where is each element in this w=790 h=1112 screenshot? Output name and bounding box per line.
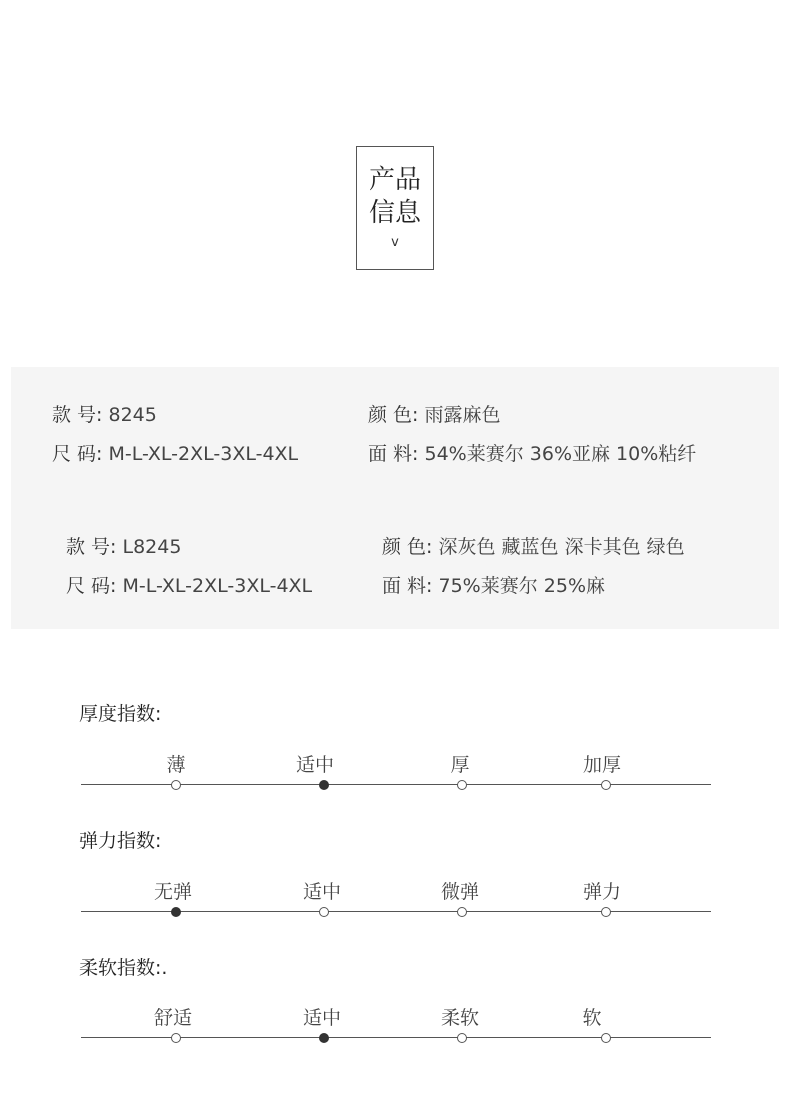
thickness-option-label: 适中 bbox=[295, 754, 334, 776]
elasticity-option-dot bbox=[171, 907, 181, 917]
softness-option-dot bbox=[457, 1033, 467, 1043]
thickness-option-dot bbox=[601, 780, 611, 790]
product-2-style bbox=[66, 535, 181, 559]
thickness-option-dot bbox=[457, 780, 467, 790]
color-value: 雨露麻色 bbox=[424, 404, 501, 426]
thickness-option-dot bbox=[319, 780, 329, 790]
thickness-option-label: 加厚 bbox=[582, 754, 621, 776]
style-value: L8245 bbox=[122, 536, 182, 558]
style-label: 款 号: bbox=[52, 404, 103, 426]
fabric-value: 75%莱赛尔 25%麻 bbox=[438, 575, 606, 597]
softness-option-label: 舒适 bbox=[153, 1007, 192, 1029]
style-label: 款 号: bbox=[66, 536, 117, 558]
chevron-down-icon: v bbox=[391, 235, 399, 250]
product-1-color bbox=[368, 403, 501, 427]
elasticity-option-dot bbox=[319, 907, 329, 917]
color-label: 颜 色: bbox=[368, 404, 419, 426]
softness-option-label: 软 bbox=[582, 1007, 602, 1029]
color-value: 深灰色 藏蓝色 深卡其色 绿色 bbox=[438, 536, 685, 558]
section-title-box bbox=[356, 146, 434, 270]
product-info-panel bbox=[11, 367, 779, 629]
fabric-label: 面 料: bbox=[382, 575, 433, 597]
product-1-style bbox=[52, 403, 157, 427]
thickness-option-dot bbox=[171, 780, 181, 790]
elasticity-option-label: 适中 bbox=[302, 881, 341, 903]
fabric-label: 面 料: bbox=[368, 443, 419, 465]
product-2-color bbox=[382, 535, 685, 559]
product-2-size bbox=[66, 574, 312, 598]
product-1-fabric bbox=[368, 442, 696, 466]
elasticity-scale-title: 弹力指数: bbox=[79, 830, 162, 852]
elasticity-option-dot bbox=[601, 907, 611, 917]
size-value: M-L-XL-2XL-3XL-4XL bbox=[122, 575, 313, 597]
size-label: 尺 码: bbox=[52, 443, 103, 465]
thickness-scale-title: 厚度指数: bbox=[79, 703, 162, 725]
elasticity-option-label: 微弹 bbox=[440, 881, 479, 903]
fabric-value: 54%莱赛尔 36%亚麻 10%粘纤 bbox=[424, 443, 697, 465]
style-value: 8245 bbox=[108, 404, 157, 426]
softness-option-label: 适中 bbox=[302, 1007, 341, 1029]
softness-scale-title: 柔软指数:. bbox=[79, 957, 168, 979]
thickness-option-label: 薄 bbox=[166, 754, 186, 776]
elasticity-option-dot bbox=[457, 907, 467, 917]
product-2-fabric bbox=[382, 574, 605, 598]
softness-option-dot bbox=[601, 1033, 611, 1043]
color-label: 颜 色: bbox=[382, 536, 433, 558]
section-title-line-2: 信息 bbox=[368, 198, 421, 228]
product-1-size bbox=[52, 442, 298, 466]
softness-option-label: 柔软 bbox=[440, 1007, 479, 1029]
thickness-option-label: 厚 bbox=[450, 754, 470, 776]
elasticity-option-label: 弹力 bbox=[582, 881, 621, 903]
section-title-line-1: 产品 bbox=[368, 165, 421, 195]
elasticity-option-label: 无弹 bbox=[153, 881, 192, 903]
softness-option-dot bbox=[171, 1033, 181, 1043]
size-label: 尺 码: bbox=[66, 575, 117, 597]
size-value: M-L-XL-2XL-3XL-4XL bbox=[108, 443, 299, 465]
softness-option-dot bbox=[319, 1033, 329, 1043]
